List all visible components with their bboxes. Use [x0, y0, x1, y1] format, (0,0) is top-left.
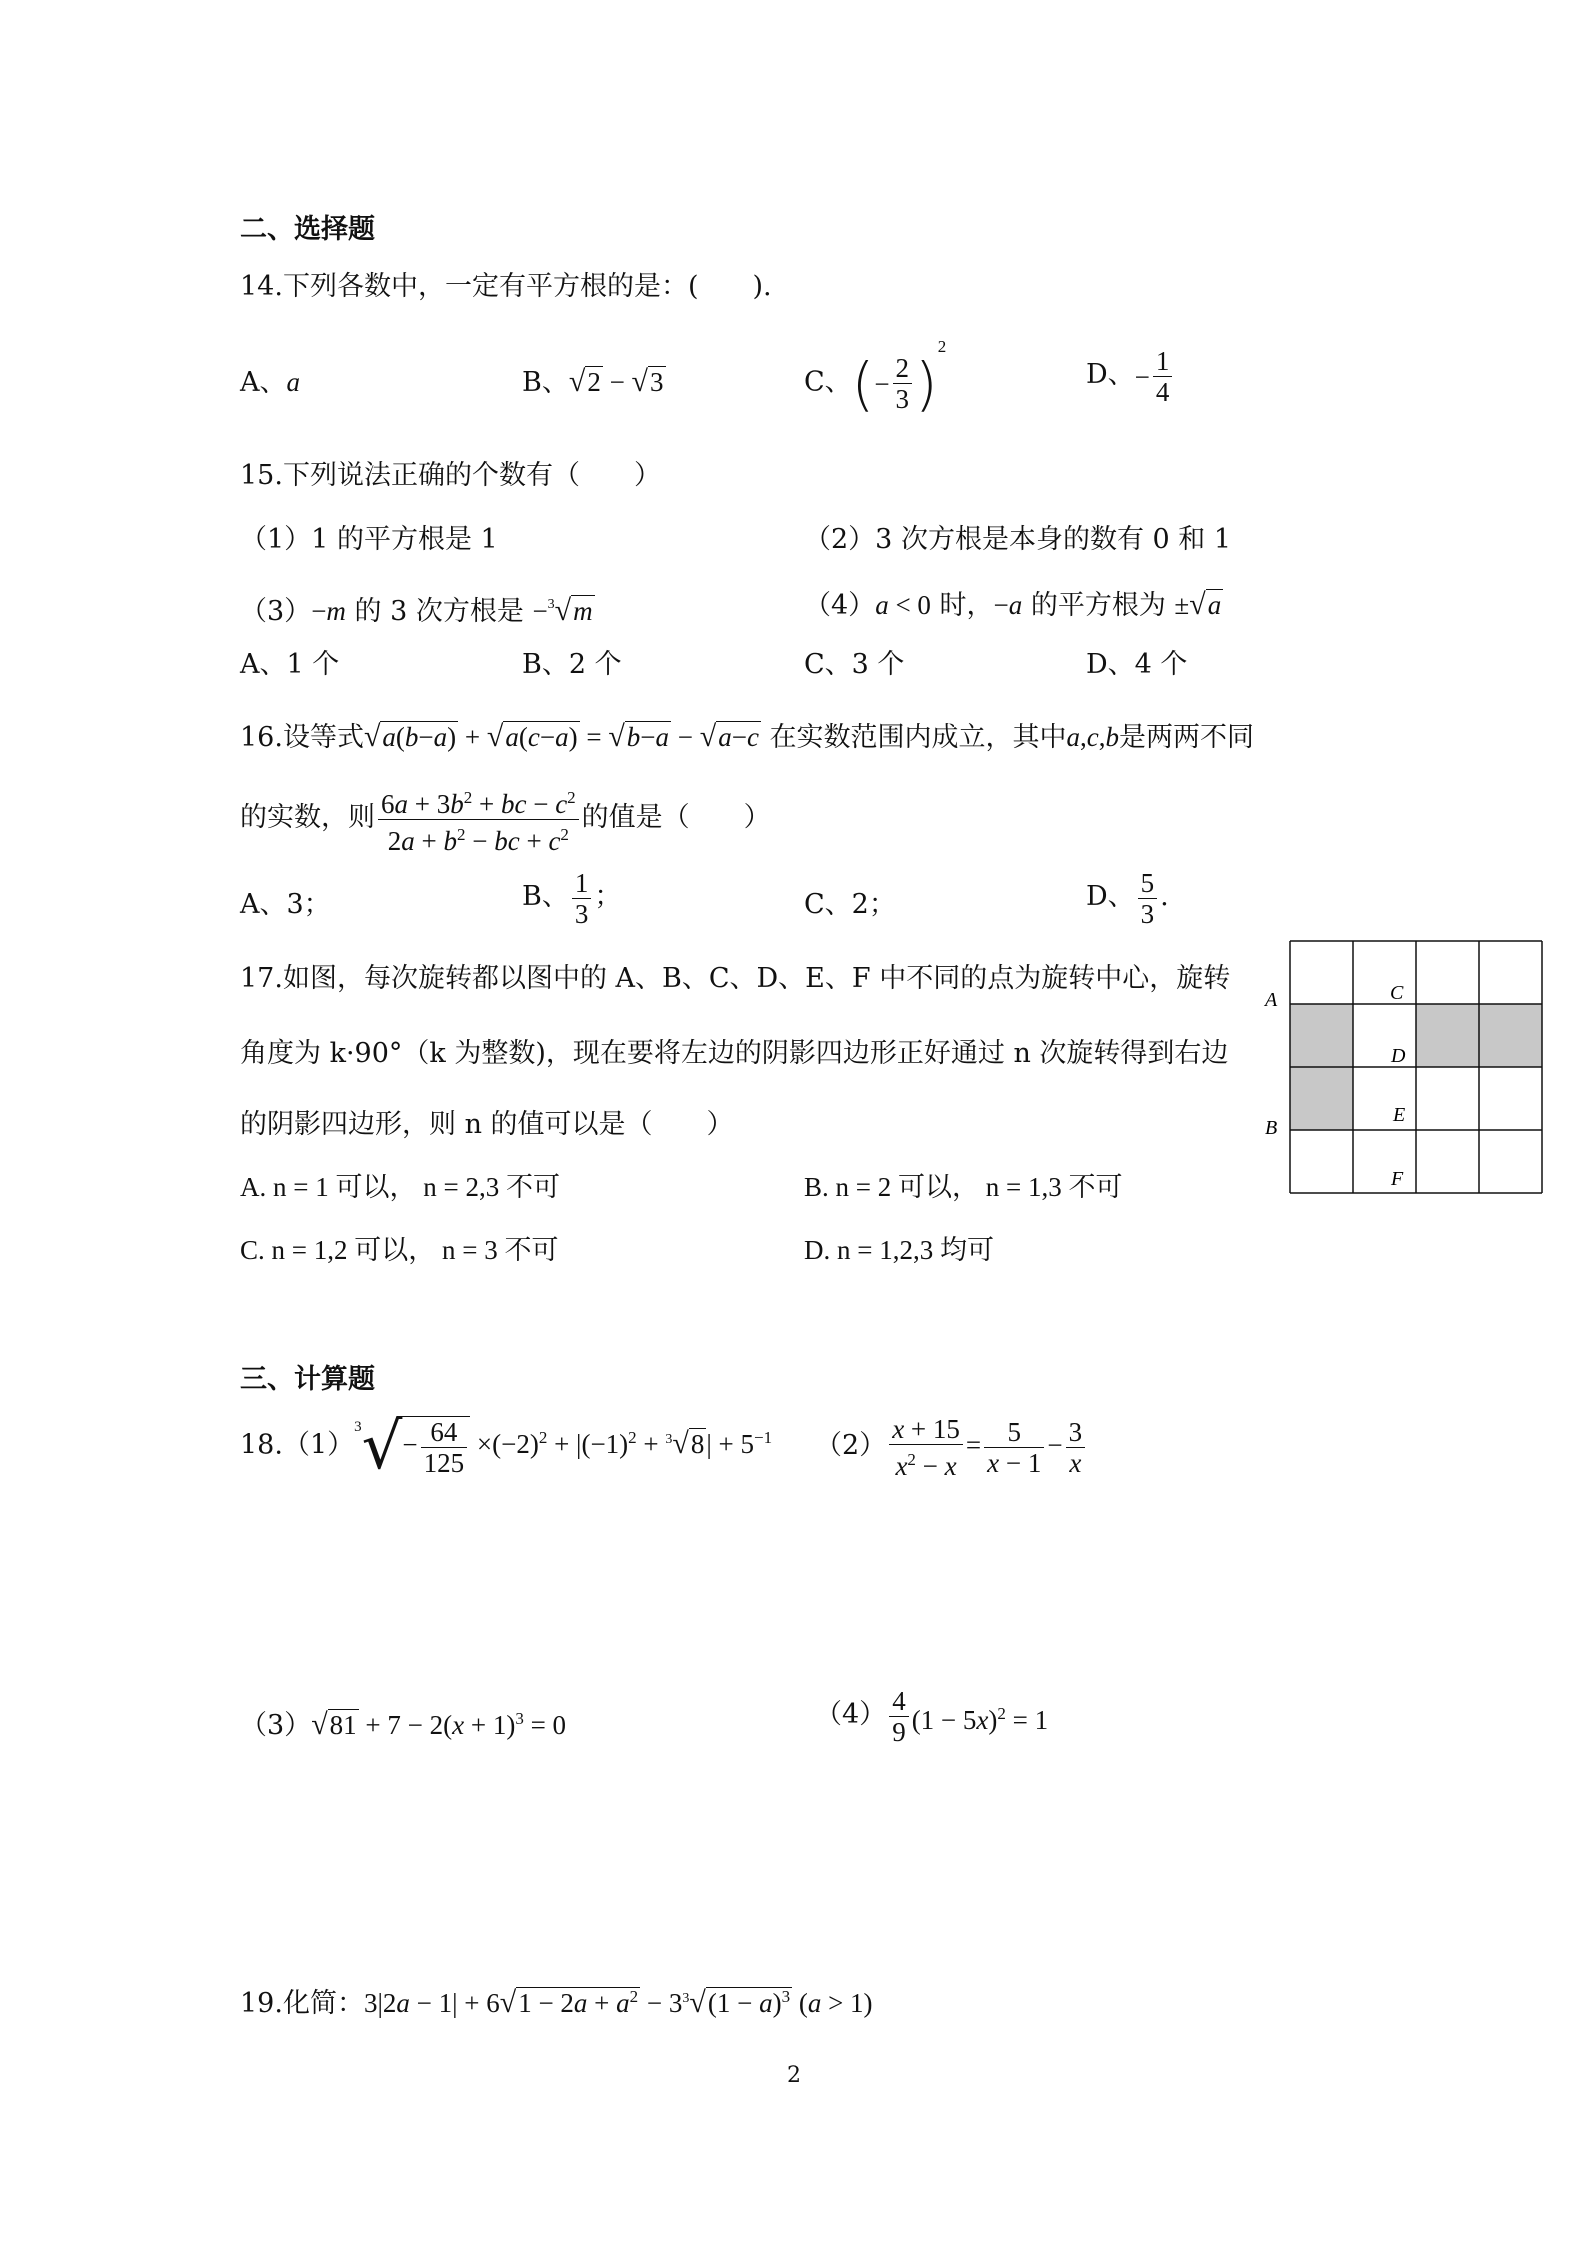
q16-stem-line2: 的实数，则 $\frac{6a + 3b^2 + bc - c^2}{2a + b^2 - bc + c^2}$ 的值是（ ） — [240, 783, 771, 856]
q16-option-d: D、 $\frac{5}{3}$ . — [1086, 868, 1169, 929]
q17-option-b: B. n = 2 可以， n = 1,3 不可 — [804, 1172, 1123, 1202]
q18-part-4: （4） $\frac{4}{9}$ $(1 - 5x)^2 = 1$ — [815, 1686, 1049, 1747]
q18-part-3: $(3)√81 + 7 - 2(x + 1)^3 = 0$ — [240, 1708, 567, 1741]
q17-option-a: A. n = 1 可以， n = 2,3 不可 — [240, 1172, 560, 1202]
point-label-e: E — [1393, 1104, 1406, 1126]
q19-expression: 19.化简：$3|2a - 1| + 6√1 - 2a + a^2 - 3^3√(1 - a)^3$ (a > 1) — [240, 1986, 873, 2019]
q17-stem-line3: 的阴影四边形，则 n 的值可以是（ ） — [240, 1109, 734, 1140]
point-label-b: B — [1265, 1117, 1278, 1139]
q15-option-c: C、3 个 — [804, 649, 905, 680]
point-label-c: C — [1390, 982, 1404, 1004]
point-label-d: D — [1391, 1045, 1406, 1067]
q15-option-d: D、4 个 — [1086, 649, 1188, 680]
section-title-calc: 三、计算题 — [240, 1364, 375, 1395]
q17-option-d: D. n = 1,2,3 均可 — [804, 1235, 994, 1265]
q18-part-1: $18.(1)^3√-$ $\frac{64}{125}$ $\times(-2)^2 + |(-1)^2 + ^3√8| + 5^{-1}$ — [240, 1409, 773, 1484]
q16-stem-line1: 16.设等式√a(b−a) + √a(c−a) = √b−a − √a−c 在实数范围内成立，其中a,c,b是两两不同 — [240, 720, 1255, 753]
q15-statement-3: （3）−m 的 3 次方根是 −$^3$√m — [240, 594, 593, 627]
q17-stem-line2: 角度为 k·90°（k 为整数)，现在要将左边的阴影四边形正好通过 n 次旋转得到右边 — [240, 1038, 1229, 1069]
q14-option-a: A、a — [240, 367, 300, 398]
q17-option-c: C. n = 1,2 可以， n = 3 不可 — [240, 1235, 559, 1265]
q15-stem: 15.下列说法正确的个数有（ ） — [240, 460, 661, 491]
q15-statement-2: （2）3 次方根是本身的数有 0 和 1 — [804, 524, 1232, 555]
q16-option-b: B、 $\frac{1}{3}$ ； — [522, 868, 622, 929]
q14-option-b: B、√2 − √3 — [522, 365, 664, 398]
page-number: 2 — [787, 2063, 801, 2088]
q15-option-a: A、1 个 — [240, 649, 340, 680]
q17-grid-figure — [1260, 935, 1550, 1200]
point-label-a: A — [1265, 989, 1278, 1011]
q15-statement-1: （1）1 的平方根是 1 — [240, 524, 498, 555]
q14-option-c: C、(− $\frac{2}{3}$ )$^2$ — [804, 337, 947, 418]
q18-part-2: （2） $\frac{x + 15}{x^2 - x}$ = $\frac{5}{x - 1}$ − $\frac{3}{x}$ — [815, 1414, 1088, 1481]
q15-option-b: B、2 个 — [522, 649, 622, 680]
q16-option-c: C、2； — [804, 889, 896, 920]
q16-option-a: A、3； — [240, 889, 331, 920]
q14-option-d: D、− $\frac{1}{4}$ — [1086, 346, 1175, 407]
q17-stem-line1: 17.如图，每次旋转都以图中的 A、B、C、D、E、F 中不同的点为旋转中心，旋转 — [240, 963, 1231, 994]
grid-lines — [1290, 941, 1542, 1193]
point-label-f: F — [1391, 1168, 1404, 1190]
q15-statement-4: （4）a < 0 时，−a 的平方根为 ±√a — [804, 588, 1222, 621]
q14-stem: 14.下列各数中，一定有平方根的是：( ). — [240, 271, 772, 302]
section-title-choice: 二、选择题 — [240, 214, 375, 245]
